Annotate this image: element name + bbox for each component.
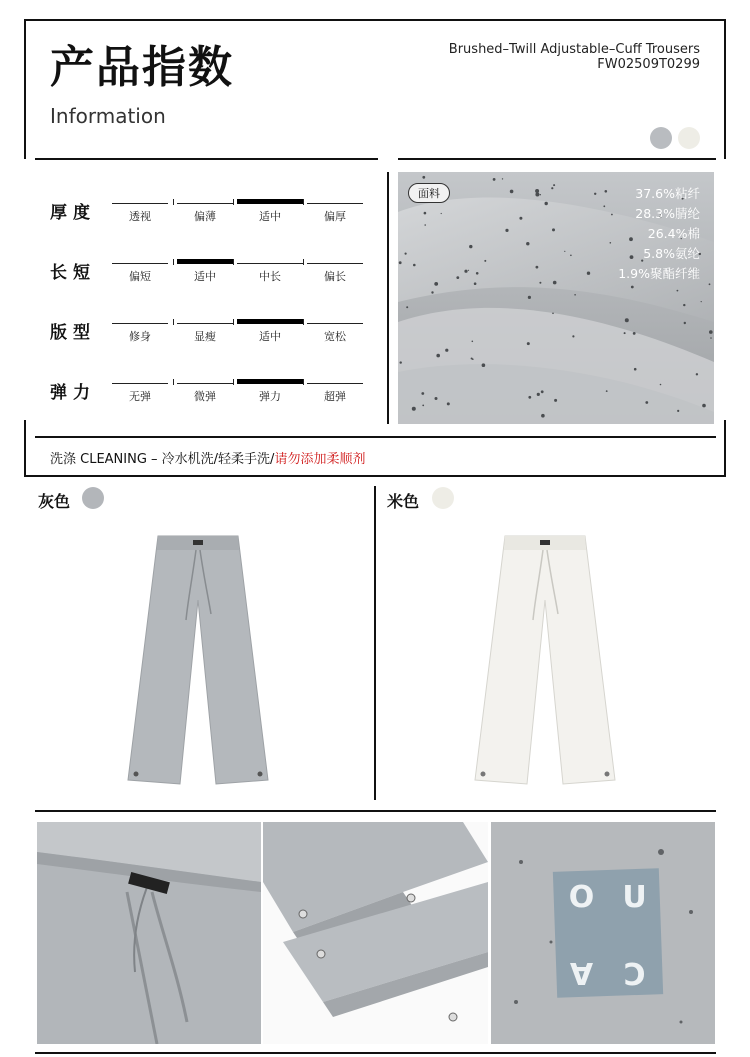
fabric-speck <box>528 396 531 399</box>
fabric-speck <box>519 217 522 220</box>
attribute-option-selected <box>237 383 303 404</box>
fabric-speck <box>677 290 679 292</box>
option-label: 无弹 <box>129 390 151 403</box>
scale-tick <box>303 319 304 325</box>
fabric-speck <box>545 202 548 205</box>
option-scale-bar <box>177 259 233 264</box>
fabric-speck <box>535 189 539 193</box>
fabric-speck <box>471 358 473 360</box>
page-subtitle: Information <box>50 104 166 128</box>
fabric-speck <box>536 266 539 269</box>
fabric-speck <box>510 190 514 194</box>
fabric-speck <box>603 205 605 207</box>
fabric-speck <box>702 404 706 408</box>
option-label: 弹力 <box>259 390 281 403</box>
scale-tick <box>173 319 174 325</box>
fabric-speck <box>605 190 608 193</box>
fabric-speck <box>527 342 530 345</box>
fabric-speck <box>535 193 539 197</box>
fabric-speck <box>540 194 541 195</box>
option-label: 微弹 <box>194 390 216 403</box>
fabric-speck <box>464 270 467 273</box>
scale-tick <box>233 319 234 325</box>
fabric-speck <box>610 242 612 244</box>
option-label: 偏厚 <box>324 210 346 223</box>
option-label: 修身 <box>129 330 151 343</box>
cleaning-instructions <box>50 448 365 467</box>
attribute-option <box>177 203 233 224</box>
fabric-speck <box>400 361 402 363</box>
option-label: 显瘦 <box>194 330 216 343</box>
fabric-speck <box>684 322 686 324</box>
fabric-speck <box>570 255 572 257</box>
scale-tick <box>173 379 174 385</box>
composition-item: 1.9%聚酯纤维 <box>618 266 700 281</box>
scale-tick <box>173 199 174 205</box>
beige-swatch-icon <box>432 487 454 509</box>
fabric-speck <box>441 213 442 214</box>
fabric-speck <box>683 304 685 306</box>
option-label: 适中 <box>259 330 281 343</box>
fabric-speck <box>422 405 424 407</box>
option-scale-bar <box>177 383 233 384</box>
scale-tick <box>173 259 174 265</box>
page-title: 产品指数 <box>50 42 234 93</box>
fabric-speck <box>660 384 662 386</box>
option-scale-bar <box>177 203 233 204</box>
fabric-speck <box>422 176 425 179</box>
gray-trousers-image <box>118 530 278 790</box>
option-label: 中长 <box>259 270 281 283</box>
composition-item: 28.3%腈纶 <box>635 206 700 221</box>
fabric-speck <box>405 253 407 255</box>
fabric-speck <box>551 187 553 189</box>
fabric-speck <box>572 335 574 337</box>
fabric-speck <box>709 330 713 334</box>
attribute-option <box>307 263 363 284</box>
option-label: 偏薄 <box>194 210 216 223</box>
option-scale-bar <box>307 263 363 264</box>
scale-tick <box>303 379 304 385</box>
fabric-speck <box>552 313 554 315</box>
option-scale-bar <box>237 379 303 384</box>
attribute-option <box>112 203 168 224</box>
option-scale-bar <box>307 383 363 384</box>
attribute-option <box>112 323 168 344</box>
fabric-tag: 面料 <box>408 183 450 203</box>
patch-letter: A <box>569 955 594 990</box>
fabric-speck <box>421 392 424 395</box>
option-scale-bar <box>112 323 168 324</box>
option-scale-bar <box>112 203 168 204</box>
cleaning-text: 洗涤 CLEANING – 冷水机洗/轻柔手洗/ <box>50 452 275 467</box>
fabric-speck <box>701 301 702 302</box>
scale-tick <box>233 379 234 385</box>
attribute-option <box>177 383 233 404</box>
option-scale-bar <box>112 383 168 384</box>
attribute-label: 弹力 <box>50 383 96 403</box>
product-name: Brushed–Twill Adjustable–Cuff Trousers <box>448 42 700 57</box>
scale-tick <box>233 259 234 265</box>
fabric-speck <box>435 397 438 400</box>
fabric-speck <box>539 282 541 284</box>
cuff-detail-photo <box>263 822 488 1044</box>
fabric-speck <box>434 282 438 286</box>
fabric-speck <box>484 260 486 262</box>
attribute-option <box>177 323 233 344</box>
fabric-speck <box>631 286 634 289</box>
waistband-detail-photo <box>37 822 261 1044</box>
fabric-speck <box>633 332 636 335</box>
fabric-speck <box>611 214 613 216</box>
option-label: 适中 <box>259 210 281 223</box>
fabric-speck <box>625 318 629 322</box>
fabric-speck <box>541 414 545 418</box>
fabric-speck <box>624 332 626 334</box>
attribute-option-selected <box>237 203 303 224</box>
fabric-speck <box>554 399 557 402</box>
patch-letter: U <box>622 880 647 915</box>
fabric-speck <box>399 261 402 264</box>
fabric-speck <box>445 349 448 352</box>
fabric-speck <box>447 402 450 405</box>
fabric-speck <box>493 178 496 181</box>
fabric-speck <box>537 393 540 396</box>
scale-tick <box>303 199 304 205</box>
fabric-speck <box>587 272 590 275</box>
fabric-speck <box>594 193 596 195</box>
attribute-option <box>112 383 168 404</box>
option-label: 偏长 <box>324 270 346 283</box>
option-scale-bar <box>237 319 303 324</box>
attribute-label: 厚度 <box>50 203 96 223</box>
option-scale-bar <box>237 199 303 204</box>
fabric-speck <box>412 407 416 411</box>
composition-item: 37.6%粘纤 <box>635 186 700 201</box>
fabric-speck <box>574 294 576 296</box>
fabric-speck <box>564 251 565 252</box>
attribute-option-selected <box>177 263 233 284</box>
fabric-speck <box>469 245 472 248</box>
fabric-speck <box>406 306 408 308</box>
option-label: 超弹 <box>324 390 346 403</box>
patch-letter: O <box>568 880 595 915</box>
fabric-speck <box>645 401 648 404</box>
fabric-photo <box>398 172 714 424</box>
fabric-speck <box>474 282 477 285</box>
fabric-speck <box>606 390 608 392</box>
option-label: 透视 <box>129 210 151 223</box>
cleaning-warning: 请勿添加柔顺剂 <box>274 452 366 467</box>
composition-item: 5.8%氨纶 <box>643 246 700 261</box>
fabric-speck <box>552 228 555 231</box>
fabric-speck <box>472 341 474 343</box>
label-patch-detail-photo <box>491 822 715 1044</box>
fabric-speck <box>553 184 555 186</box>
attribute-option <box>237 263 303 284</box>
scale-tick <box>233 199 234 205</box>
attribute-option <box>307 383 363 404</box>
option-scale-bar <box>307 323 363 324</box>
swatch-gray-icon <box>650 127 672 149</box>
fabric-speck <box>436 354 440 358</box>
beige-trousers-image <box>465 530 625 790</box>
fabric-speck <box>424 212 427 215</box>
product-code: FW02509T0299 <box>597 57 700 72</box>
fabric-speck <box>468 270 469 271</box>
fabric-speck <box>710 337 712 339</box>
color-name-beige: 米色 <box>387 492 420 511</box>
fabric-speck <box>526 242 529 245</box>
fabric-speck <box>677 410 679 412</box>
fabric-speck <box>456 276 459 279</box>
option-label: 偏短 <box>129 270 151 283</box>
fabric-speck <box>553 281 557 285</box>
option-label: 宽松 <box>324 330 346 343</box>
option-scale-bar <box>307 203 363 204</box>
option-scale-bar <box>177 323 233 324</box>
attribute-label: 长短 <box>50 263 96 283</box>
attribute-option-selected <box>237 323 303 344</box>
gray-swatch-icon <box>82 487 104 509</box>
color-name-gray: 灰色 <box>38 492 71 511</box>
fabric-speck <box>424 224 426 226</box>
fabric-speck <box>431 291 433 293</box>
composition-list <box>618 184 700 284</box>
composition-item: 26.4%棉 <box>647 226 700 241</box>
label-patch <box>555 880 661 990</box>
fabric-speck <box>634 368 637 371</box>
fabric-speck <box>482 363 486 367</box>
fabric-speck <box>476 272 479 275</box>
patch-letter: C <box>623 955 646 990</box>
attribute-option <box>112 263 168 284</box>
option-scale-bar <box>237 263 303 264</box>
fabric-speck <box>502 178 503 179</box>
product-info <box>449 42 700 72</box>
fabric-speck <box>505 229 508 232</box>
option-label: 适中 <box>194 270 216 283</box>
fabric-speck <box>541 390 544 393</box>
fabric-speck <box>709 283 711 285</box>
option-scale-bar <box>112 263 168 264</box>
attribute-label: 版型 <box>50 323 96 343</box>
attribute-option <box>307 323 363 344</box>
fabric-speck <box>528 296 531 299</box>
fabric-speck <box>413 264 416 267</box>
fabric-speck <box>696 373 698 375</box>
scale-tick <box>303 259 304 265</box>
swatch-beige-icon <box>678 127 700 149</box>
attribute-option <box>307 203 363 224</box>
